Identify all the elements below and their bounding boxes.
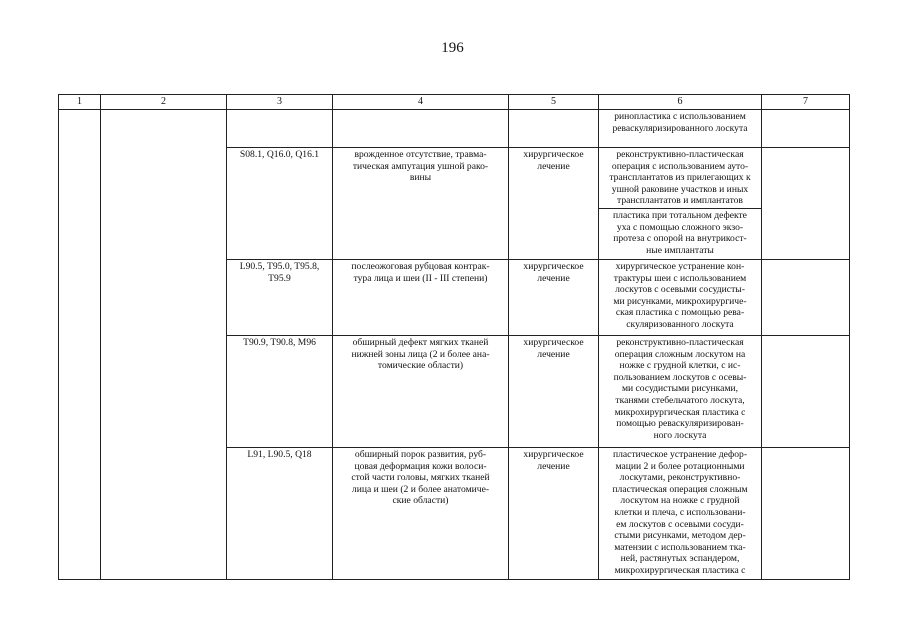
method-text: пластическое устранение дефор- мации 2 и более ротационными лоскутами, реконструктивно- пластическая операция сложным лоскутом на ножке с грудной клетки и плеча, с использовани- ем лоскутов с осевыми сосуди- стыми рисунками, методом дер- матензии с использованием тка- ней, растянутых эспандером, микрохирургическая пластика с <box>612 449 748 576</box>
diagnosis-cell: обширный порок развития, руб- цовая деформация кожи волоси- стой части головы, мягких тканей лица и шеи (2 и более анатомиче- ские области) <box>333 448 509 580</box>
treatment-type-cell: хирургическое лечение <box>509 448 599 580</box>
treatment-type-cell <box>509 110 599 148</box>
header-cell: 3 <box>227 95 333 110</box>
header-cell: 7 <box>762 95 850 110</box>
treatment-type-cell: хирургическое лечение <box>509 148 599 260</box>
col7-cell <box>762 260 850 336</box>
page-number: 196 <box>441 40 464 56</box>
header-cell: 6 <box>599 95 762 110</box>
icd-codes-cell: T90.9, T90.8, M96 <box>227 336 333 448</box>
col7-cell <box>762 448 850 580</box>
method-cell <box>599 260 762 336</box>
icd-codes-cell: L91, L90.5, Q18 <box>227 448 333 580</box>
header-cell: 4 <box>333 95 509 110</box>
treatment-type-cell: хирургическое лечение <box>509 260 599 336</box>
method-cell <box>599 148 762 260</box>
method-text: ринопластика с использованием реваскуляризированного лоскута <box>612 111 748 134</box>
header-cell: 5 <box>509 95 599 110</box>
table-row <box>59 110 850 148</box>
diagnosis-cell: обширный дефект мягких тканей нижней зоны лица (2 и более ана- томические области) <box>333 336 509 448</box>
header-cell: 1 <box>59 95 101 110</box>
method-cell <box>599 110 762 148</box>
treatment-type-cell: хирургическое лечение <box>509 336 599 448</box>
table-header-row <box>59 95 850 110</box>
method-cell <box>599 448 762 580</box>
col7-cell <box>762 148 850 260</box>
method-text: реконструктивно-пластическая операция с использованием ауто- трансплантатов из прилегающих к ушной раковине участков и иных трансплантатов и имплантатов <box>609 149 751 207</box>
procedures-table <box>58 94 850 580</box>
diagnosis-cell: послеожоговая рубцовая контрак- тура лица и шеи (II - III степени) <box>333 260 509 336</box>
header-cell: 2 <box>101 95 227 110</box>
icd-codes-cell <box>227 110 333 148</box>
col7-cell <box>762 336 850 448</box>
method-cell <box>599 336 762 448</box>
diagnosis-cell: врожденное отсутствие, травма- тическая ампутация ушной рако- вины <box>333 148 509 260</box>
diagnosis-cell <box>333 110 509 148</box>
method-text: хирургическое устранение кон- трактуры шеи с использованием лоскутов с осевыми сосудисты- ми рисунками, микрохирургиче- ская пластика с помощью рева- скуляризованного лоскута <box>613 261 747 330</box>
icd-codes-cell: L90.5, T95.0, T95.8, T95.9 <box>227 260 333 336</box>
method-text: пластика при тотальном дефекте уха с помощью сложного экзо- протеза с опорой на внутрикост- ные имплантаты <box>599 208 761 257</box>
col2-cell <box>101 110 227 580</box>
icd-codes-cell: S08.1, Q16.0, Q16.1 <box>227 148 333 260</box>
method-text: реконструктивно-пластическая операция сложным лоскутом на ножке с грудной клетки, с ис- пользованием лоскутов с осевы- ми сосудистыми рисунками, тканями стебельчатого лоскута, микрохирургическая пластика с помощью реваскуляризирован- ного лоскута <box>613 337 747 441</box>
col7-cell <box>762 110 850 148</box>
col1-cell <box>59 110 101 580</box>
